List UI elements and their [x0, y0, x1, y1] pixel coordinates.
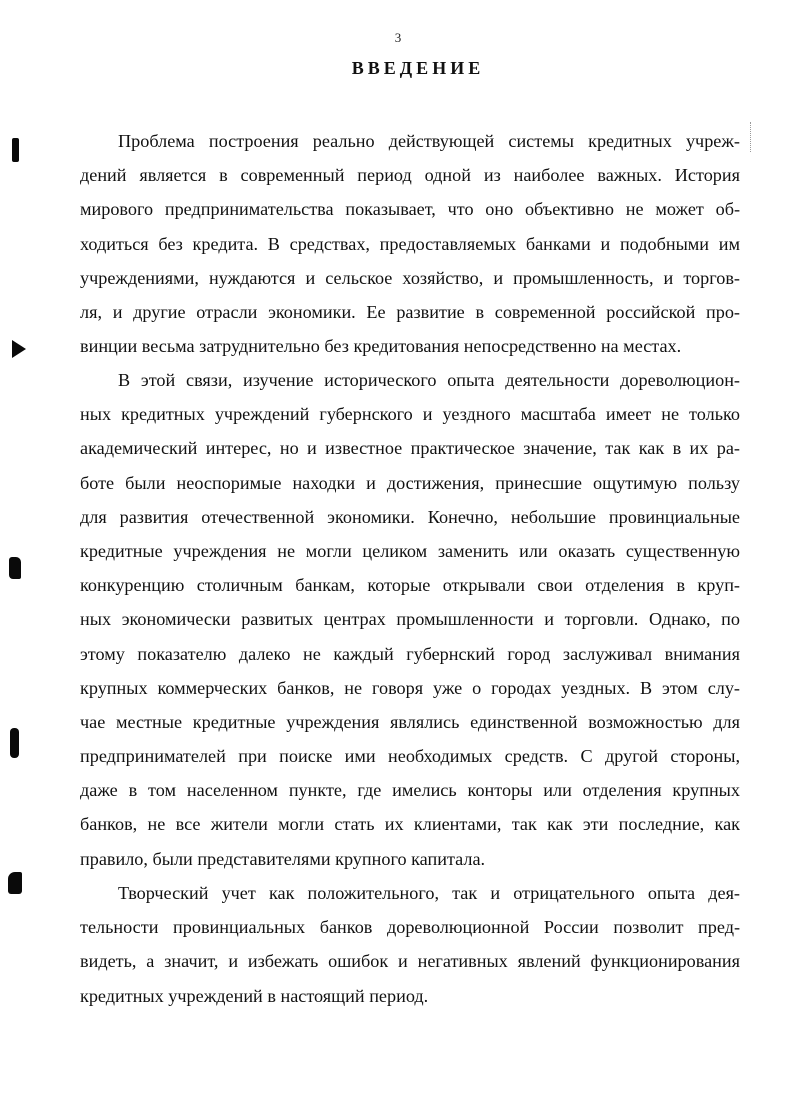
binding-hole-mark	[8, 872, 22, 894]
page-title: ВВЕДЕНИЕ	[351, 58, 485, 78]
text-line: ля, и другие отрасли экономики. Ее развитие в современной российской про-	[80, 301, 740, 322]
text-line: видеть, а значит, и избежать ошибок и негативных явлений функционирования	[80, 951, 740, 972]
text-line: ных экономически развитых центрах промышленности и торговли. Однако, по	[80, 609, 740, 630]
text-line: чае местные кредитные учреждения являлись единственной возможностью для	[80, 711, 740, 732]
text-line: учреждениями, нуждаются и сельское хозяйство, и промышленность, и торгов-	[80, 267, 740, 288]
text-line: предпринимателей при поиске ими необходимых средств. С другой стороны,	[80, 746, 740, 767]
paragraph-1	[80, 124, 740, 363]
text-line: крупных коммерческих банков, не говоря уже о городах уездных. В этом слу-	[80, 677, 740, 698]
text-line: мирового предпринимательства показывает, что оно объективно не может об-	[80, 199, 740, 220]
text-line: боте были неоспоримые находки и достижения, принесшие ощутимую пользу	[80, 472, 740, 493]
text-line: конкуренцию столичным банкам, которые открывали свои отделения в круп-	[80, 575, 740, 596]
text-line: правило, были представителями крупного капитала.	[80, 848, 486, 869]
binding-hole-mark	[12, 138, 19, 162]
scan-edge-mark	[746, 122, 751, 152]
binding-hole-mark	[9, 557, 21, 579]
text-line: ных кредитных учреждений губернского и уездного масштаба имеет не только	[80, 404, 740, 425]
text-line: этому показателю далеко не каждый губернский город заслуживал внимания	[80, 643, 740, 664]
text-line: ходиться без кредита. В средствах, предоставляемых банками и подобными им	[80, 233, 740, 254]
text-line: Творческий учет как положительного, так и отрицательного опыта дея-	[118, 883, 740, 903]
text-line: кредитные учреждения не могли целиком заменить или оказать существенную	[80, 540, 740, 561]
text-line: для развития отечественной экономики. Конечно, небольшие провинциальные	[80, 506, 740, 527]
text-line: тельности провинциальных банков дореволюционной России позволит пред-	[80, 917, 740, 938]
text-line: кредитных учреждений в настоящий период.	[80, 985, 429, 1006]
text-line: В этой связи, изучение исторического опыта деятельности дореволюцион-	[118, 370, 740, 390]
text-line: банков, не все жители могли стать их клиентами, так как эти последние, как	[80, 814, 740, 835]
text-line: даже в том населенном пункте, где имелись конторы или отделения крупных	[80, 780, 740, 801]
binding-hole-mark	[10, 728, 19, 758]
text-line: Проблема построения реально действующей системы кредитных учреж-	[118, 131, 740, 151]
text-line: дений является в современный период одной из наиболее важных. История	[80, 165, 740, 186]
paragraph-2	[80, 363, 740, 876]
binding-hole-mark	[12, 340, 26, 358]
page-number: 3	[394, 30, 402, 45]
text-line: академический интерес, но и известное практическое значение, так как в их ра-	[80, 438, 740, 459]
text-line: винции весьма затруднительно без кредитования непосредственно на местах.	[80, 336, 682, 357]
paragraph-3	[80, 876, 740, 1013]
